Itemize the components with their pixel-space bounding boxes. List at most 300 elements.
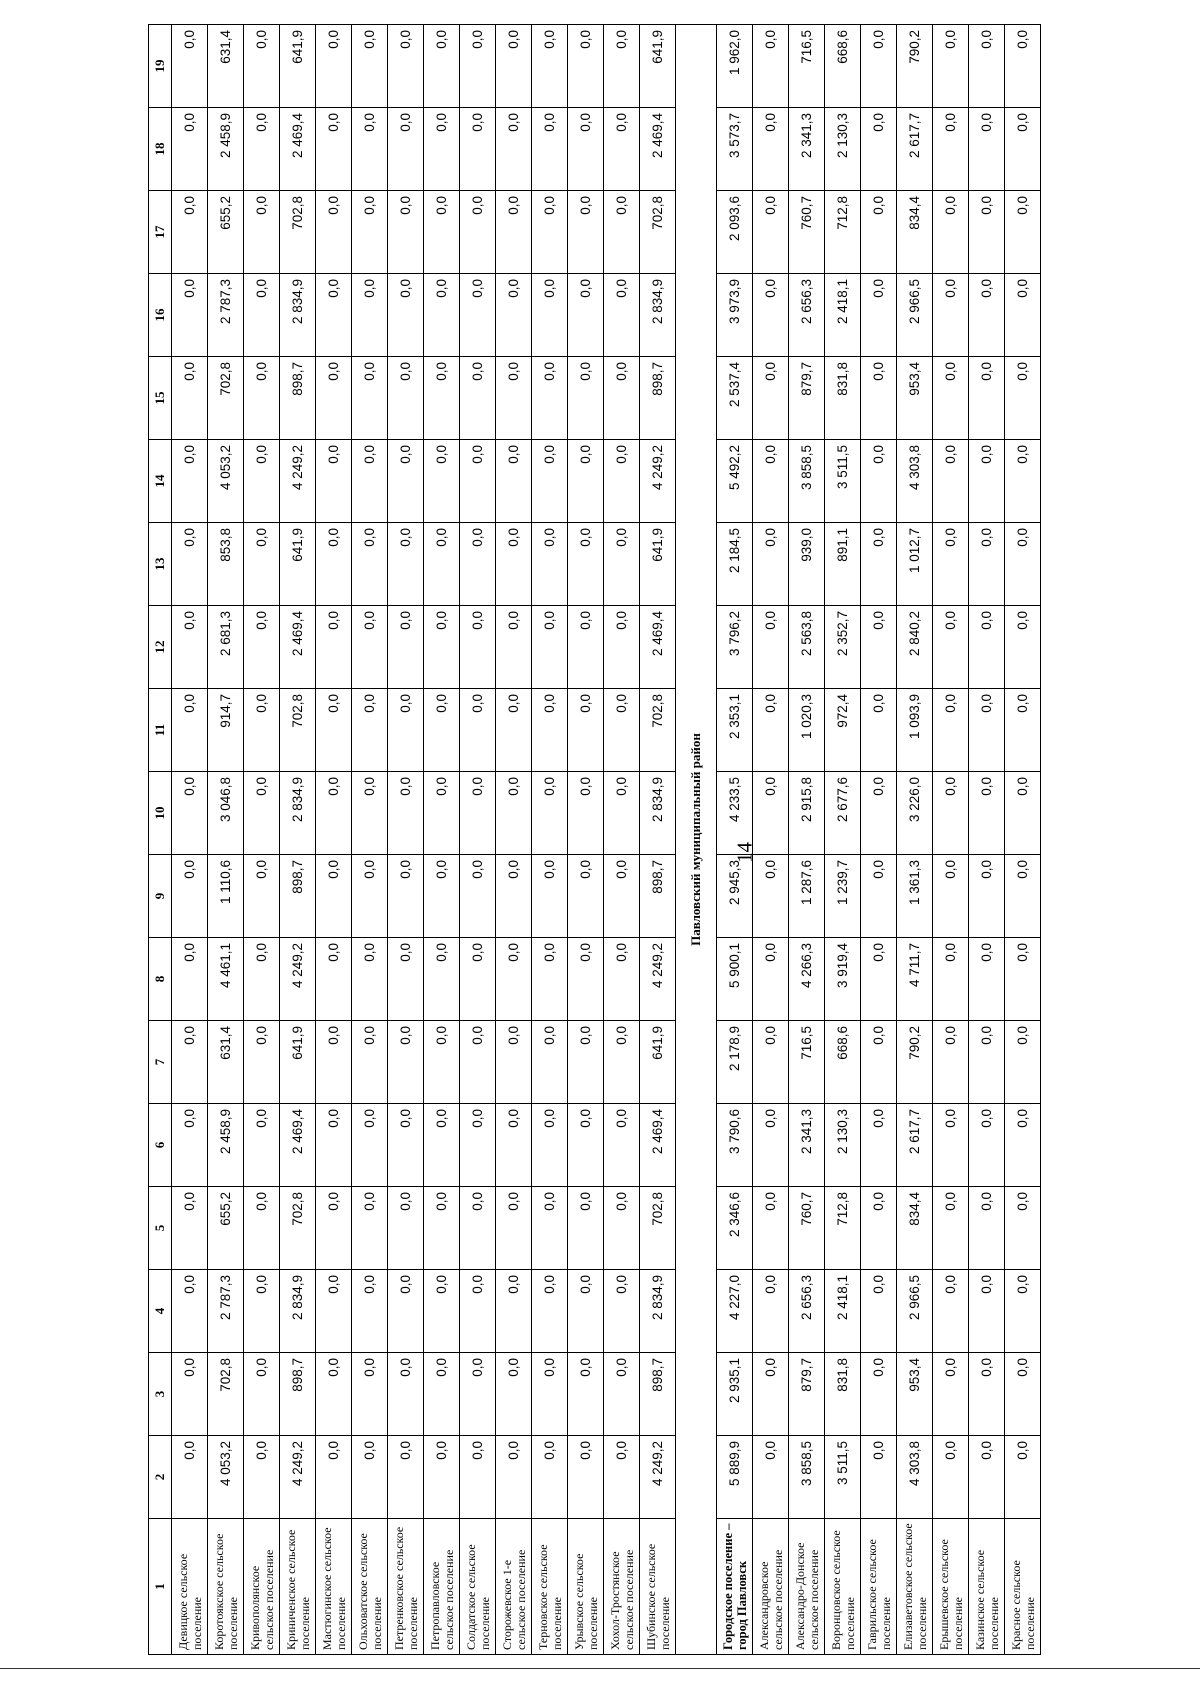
table-cell: 0,0 <box>424 25 460 108</box>
table-cell: 3 573,7 <box>717 108 753 191</box>
table-cell: 0,0 <box>172 274 208 357</box>
table-cell: 3 858,5 <box>789 440 825 523</box>
table-cell: 4 266,3 <box>789 938 825 1021</box>
column-header: 19 <box>149 25 172 108</box>
settlement-name: Петропавловское сельское поселение <box>424 1519 460 1655</box>
table-cell: 0,0 <box>496 440 532 523</box>
table-cell: 0,0 <box>244 108 280 191</box>
table-cell: 641,9 <box>640 523 676 606</box>
column-header: 18 <box>149 108 172 191</box>
table-cell: 0,0 <box>933 274 969 357</box>
table-cell: 0,0 <box>568 1187 604 1270</box>
table-cell: 0,0 <box>172 855 208 938</box>
table-cell: 0,0 <box>969 191 1005 274</box>
table-cell: 760,7 <box>789 1187 825 1270</box>
table-cell: 0,0 <box>460 772 496 855</box>
table-cell: 2 469,4 <box>280 1104 316 1187</box>
table-cell: 0,0 <box>532 1187 568 1270</box>
table-cell: 1 287,6 <box>789 855 825 938</box>
table-cell: 2 341,3 <box>789 108 825 191</box>
table-cell: 0,0 <box>496 1270 532 1353</box>
table-cell: 0,0 <box>172 440 208 523</box>
table-cell: 0,0 <box>244 1353 280 1436</box>
table-cell: 0,0 <box>568 25 604 108</box>
table-cell: 655,2 <box>208 191 244 274</box>
column-header: 15 <box>149 357 172 440</box>
table-cell: 0,0 <box>424 1187 460 1270</box>
table-cell: 0,0 <box>460 274 496 357</box>
table-cell: 0,0 <box>496 606 532 689</box>
table-cell: 3 796,2 <box>717 606 753 689</box>
table-cell: 0,0 <box>352 25 388 108</box>
table-cell: 702,8 <box>280 191 316 274</box>
rotated-table-container <box>148 25 1198 1655</box>
table-cell: 3 919,4 <box>825 938 861 1021</box>
table-cell: 0,0 <box>172 523 208 606</box>
settlement-name: Ольховатское сельское поселение <box>352 1519 388 1655</box>
settlement-name: Александро-Донское сельское поселение <box>789 1519 825 1655</box>
table-cell: 0,0 <box>424 938 460 1021</box>
table-cell: 0,0 <box>496 1436 532 1519</box>
table-cell: 0,0 <box>244 689 280 772</box>
table-cell: 0,0 <box>753 772 789 855</box>
table-cell: 0,0 <box>1005 1104 1041 1187</box>
table-cell: 0,0 <box>316 1104 352 1187</box>
table-cell: 5 889,9 <box>717 1436 753 1519</box>
table-cell: 0,0 <box>532 1436 568 1519</box>
table-cell: 0,0 <box>496 772 532 855</box>
table-cell: 0,0 <box>568 1021 604 1104</box>
table-cell: 0,0 <box>604 855 640 938</box>
column-header: 13 <box>149 523 172 606</box>
table-cell: 0,0 <box>861 1436 897 1519</box>
table-cell: 0,0 <box>933 1436 969 1519</box>
column-header: 2 <box>149 1436 172 1519</box>
table-cell: 0,0 <box>532 1021 568 1104</box>
table-cell: 898,7 <box>280 1353 316 1436</box>
table-cell: 2 353,1 <box>717 689 753 772</box>
table-cell: 0,0 <box>496 938 532 1021</box>
table-cell: 2 834,9 <box>280 274 316 357</box>
table-row <box>460 25 496 1655</box>
table-cell: 2 130,3 <box>825 108 861 191</box>
table-cell: 939,0 <box>789 523 825 606</box>
column-header: 3 <box>149 1353 172 1436</box>
table-cell: 0,0 <box>496 689 532 772</box>
table-cell: 641,9 <box>280 523 316 606</box>
settlement-name: Елизаветовское сельское поселение <box>897 1519 933 1655</box>
table-cell: 2 935,1 <box>717 1353 753 1436</box>
table-row <box>244 25 280 1655</box>
table-cell: 0,0 <box>861 1270 897 1353</box>
table-cell: 5 900,1 <box>717 938 753 1021</box>
table-cell: 0,0 <box>424 357 460 440</box>
table-cell: 0,0 <box>532 855 568 938</box>
table-cell: 0,0 <box>969 274 1005 357</box>
table-cell: 0,0 <box>388 523 424 606</box>
table-cell: 0,0 <box>244 523 280 606</box>
table-cell: 0,0 <box>532 1353 568 1436</box>
table-cell: 0,0 <box>604 772 640 855</box>
table-cell: 0,0 <box>352 440 388 523</box>
table-cell: 0,0 <box>604 938 640 1021</box>
table-cell: 0,0 <box>424 772 460 855</box>
table-cell: 0,0 <box>172 606 208 689</box>
table-cell: 0,0 <box>969 440 1005 523</box>
table-cell: 0,0 <box>568 855 604 938</box>
table-cell: 668,6 <box>825 1021 861 1104</box>
table-cell: 702,8 <box>640 689 676 772</box>
table-cell: 0,0 <box>172 1187 208 1270</box>
table-cell: 0,0 <box>244 606 280 689</box>
table-cell: 0,0 <box>352 357 388 440</box>
table-cell: 0,0 <box>532 772 568 855</box>
table-cell: 4 249,2 <box>640 440 676 523</box>
table-cell: 0,0 <box>316 1436 352 1519</box>
table-cell: 0,0 <box>753 1436 789 1519</box>
table-cell: 0,0 <box>388 108 424 191</box>
table-cell: 0,0 <box>352 689 388 772</box>
settlement-name: Городское поселение – город Павловск <box>717 1519 753 1655</box>
table-cell: 1 012,7 <box>897 523 933 606</box>
table-cell: 760,7 <box>789 191 825 274</box>
table-cell: 0,0 <box>172 1270 208 1353</box>
table-row <box>424 25 460 1655</box>
table-cell: 2 418,1 <box>825 1270 861 1353</box>
table-cell: 0,0 <box>244 1021 280 1104</box>
data-table <box>148 24 1041 1655</box>
table-cell: 2 945,3 <box>717 855 753 938</box>
table-cell: 4 053,2 <box>208 1436 244 1519</box>
table-cell: 0,0 <box>352 1104 388 1187</box>
table-cell: 2 677,6 <box>825 772 861 855</box>
table-cell: 0,0 <box>496 1021 532 1104</box>
table-cell: 2 617,7 <box>897 108 933 191</box>
settlement-name: Солдатское сельское поселение <box>460 1519 496 1655</box>
table-cell: 0,0 <box>753 1353 789 1436</box>
table-cell: 0,0 <box>316 938 352 1021</box>
table-cell: 0,0 <box>424 440 460 523</box>
table-cell: 0,0 <box>316 108 352 191</box>
table-cell: 0,0 <box>1005 1270 1041 1353</box>
table-cell: 2 787,3 <box>208 274 244 357</box>
table-cell: 4 249,2 <box>280 938 316 1021</box>
table-cell: 0,0 <box>496 1104 532 1187</box>
table-cell: 3 226,0 <box>897 772 933 855</box>
table-cell: 0,0 <box>352 274 388 357</box>
table-cell: 2 563,8 <box>789 606 825 689</box>
table-cell: 0,0 <box>352 855 388 938</box>
table-row <box>753 25 789 1655</box>
table-cell: 0,0 <box>933 1270 969 1353</box>
table-cell: 0,0 <box>1005 274 1041 357</box>
table-cell: 0,0 <box>861 938 897 1021</box>
settlement-name: Мастюгинское сельское поселение <box>316 1519 352 1655</box>
table-cell: 0,0 <box>316 357 352 440</box>
table-row <box>825 25 861 1655</box>
table-cell: 1 020,3 <box>789 689 825 772</box>
settlement-name: Гаврильское сельское поселение <box>861 1519 897 1655</box>
table-cell: 0,0 <box>753 689 789 772</box>
table-cell: 0,0 <box>568 1436 604 1519</box>
settlement-name: Терновское сельское поселение <box>532 1519 568 1655</box>
table-cell: 2 346,6 <box>717 1187 753 1270</box>
table-cell: 0,0 <box>568 1104 604 1187</box>
table-cell: 2 834,9 <box>640 772 676 855</box>
table-cell: 0,0 <box>753 1187 789 1270</box>
table-cell: 0,0 <box>316 1353 352 1436</box>
table-cell: 0,0 <box>172 1104 208 1187</box>
table-cell: 0,0 <box>244 1270 280 1353</box>
table-cell: 0,0 <box>388 772 424 855</box>
table-row <box>933 25 969 1655</box>
table-cell: 0,0 <box>1005 1187 1041 1270</box>
table-cell: 0,0 <box>424 1353 460 1436</box>
table-cell: 3 973,9 <box>717 274 753 357</box>
table-cell: 0,0 <box>1005 191 1041 274</box>
table-cell: 0,0 <box>1005 1353 1041 1436</box>
table-cell: 3 511,5 <box>825 1436 861 1519</box>
table-cell: 2 184,5 <box>717 523 753 606</box>
table-cell: 0,0 <box>568 523 604 606</box>
table-cell: 641,9 <box>280 1021 316 1104</box>
table-cell: 0,0 <box>532 25 568 108</box>
table-cell: 0,0 <box>933 191 969 274</box>
table-cell: 0,0 <box>933 1353 969 1436</box>
table-cell: 0,0 <box>316 25 352 108</box>
table-cell: 0,0 <box>316 1021 352 1104</box>
table-cell: 0,0 <box>424 1104 460 1187</box>
table-cell: 3 511,5 <box>825 440 861 523</box>
table-cell: 0,0 <box>172 1021 208 1104</box>
table-cell: 0,0 <box>352 523 388 606</box>
table-cell: 0,0 <box>496 108 532 191</box>
table-cell: 0,0 <box>352 1353 388 1436</box>
table-cell: 0,0 <box>753 440 789 523</box>
table-cell: 0,0 <box>604 689 640 772</box>
table-cell: 0,0 <box>753 274 789 357</box>
settlement-name: Девицкое сельское поселение <box>172 1519 208 1655</box>
table-cell: 0,0 <box>388 191 424 274</box>
table-cell: 0,0 <box>604 1270 640 1353</box>
table-row <box>604 25 640 1655</box>
column-header: 11 <box>149 689 172 772</box>
table-cell: 2 966,5 <box>897 274 933 357</box>
table-cell: 0,0 <box>568 1270 604 1353</box>
table-cell: 0,0 <box>532 523 568 606</box>
table-cell: 853,8 <box>208 523 244 606</box>
table-cell: 0,0 <box>861 689 897 772</box>
table-cell: 0,0 <box>352 1021 388 1104</box>
table-cell: 631,4 <box>208 25 244 108</box>
table-cell: 0,0 <box>753 25 789 108</box>
table-cell: 2 093,6 <box>717 191 753 274</box>
table-cell: 0,0 <box>1005 25 1041 108</box>
table-cell: 2 681,3 <box>208 606 244 689</box>
table-cell: 0,0 <box>1005 772 1041 855</box>
table-row <box>496 25 532 1655</box>
settlement-name: Коротоякское сельское поселение <box>208 1519 244 1655</box>
table-cell: 641,9 <box>640 25 676 108</box>
table-cell: 0,0 <box>424 191 460 274</box>
table-cell: 0,0 <box>388 1187 424 1270</box>
section-title: Павловский муниципальный район <box>676 25 717 1655</box>
settlement-name: Казинское сельское поселение <box>969 1519 1005 1655</box>
table-cell: 0,0 <box>532 191 568 274</box>
table-cell: 0,0 <box>933 523 969 606</box>
table-cell: 0,0 <box>753 606 789 689</box>
table-cell: 0,0 <box>424 1021 460 1104</box>
table-cell: 0,0 <box>969 606 1005 689</box>
table-cell: 0,0 <box>861 855 897 938</box>
table-cell: 0,0 <box>316 440 352 523</box>
table-cell: 2 469,4 <box>280 108 316 191</box>
table-row <box>861 25 897 1655</box>
table-cell: 0,0 <box>172 191 208 274</box>
table-cell: 0,0 <box>753 1270 789 1353</box>
table-cell: 2 656,3 <box>789 274 825 357</box>
table-cell: 0,0 <box>172 938 208 1021</box>
table-cell: 834,4 <box>897 1187 933 1270</box>
table-cell: 631,4 <box>208 1021 244 1104</box>
column-header: 14 <box>149 440 172 523</box>
table-cell: 0,0 <box>861 274 897 357</box>
table-cell: 0,0 <box>753 1104 789 1187</box>
table-cell: 0,0 <box>568 938 604 1021</box>
table-cell: 0,0 <box>604 25 640 108</box>
table-cell: 0,0 <box>172 25 208 108</box>
table-cell: 0,0 <box>933 1021 969 1104</box>
table-cell: 0,0 <box>861 108 897 191</box>
table-cell: 0,0 <box>460 1021 496 1104</box>
column-header: 6 <box>149 1104 172 1187</box>
table-cell: 0,0 <box>969 1353 1005 1436</box>
table-cell: 0,0 <box>172 772 208 855</box>
table-cell: 0,0 <box>460 1353 496 1436</box>
table-cell: 702,8 <box>208 1353 244 1436</box>
table-cell: 641,9 <box>640 1021 676 1104</box>
table-cell: 0,0 <box>388 1021 424 1104</box>
table-cell: 0,0 <box>933 440 969 523</box>
table-cell: 879,7 <box>789 357 825 440</box>
table-cell: 0,0 <box>604 1187 640 1270</box>
table-cell: 0,0 <box>1005 855 1041 938</box>
section-row <box>676 25 717 1655</box>
table-cell: 0,0 <box>753 938 789 1021</box>
table-cell: 790,2 <box>897 1021 933 1104</box>
column-header: 10 <box>149 772 172 855</box>
table-cell: 0,0 <box>388 274 424 357</box>
table-cell: 0,0 <box>861 25 897 108</box>
table-cell: 0,0 <box>969 108 1005 191</box>
table-cell: 953,4 <box>897 357 933 440</box>
table-cell: 0,0 <box>460 855 496 938</box>
table-cell: 0,0 <box>604 108 640 191</box>
table-cell: 0,0 <box>316 606 352 689</box>
table-cell: 0,0 <box>424 523 460 606</box>
table-cell: 0,0 <box>460 191 496 274</box>
table-cell: 0,0 <box>604 606 640 689</box>
table-cell: 3 790,6 <box>717 1104 753 1187</box>
table-cell: 0,0 <box>244 1436 280 1519</box>
column-header: 9 <box>149 855 172 938</box>
table-row <box>388 25 424 1655</box>
table-cell: 0,0 <box>460 523 496 606</box>
table-cell: 0,0 <box>969 1021 1005 1104</box>
settlement-name: Шубинское сельское поселение <box>640 1519 676 1655</box>
table-row <box>640 25 676 1655</box>
table-cell: 2 469,4 <box>640 108 676 191</box>
table-cell: 898,7 <box>280 357 316 440</box>
table-cell: 834,4 <box>897 191 933 274</box>
table-cell: 0,0 <box>604 1021 640 1104</box>
table-cell: 0,0 <box>568 274 604 357</box>
table-cell: 0,0 <box>244 772 280 855</box>
table-cell: 2 656,3 <box>789 1270 825 1353</box>
table-cell: 0,0 <box>388 1436 424 1519</box>
table-cell: 0,0 <box>532 108 568 191</box>
table-cell: 712,8 <box>825 191 861 274</box>
table-cell: 0,0 <box>1005 523 1041 606</box>
table-cell: 0,0 <box>532 938 568 1021</box>
table-cell: 879,7 <box>789 1353 825 1436</box>
table-cell: 0,0 <box>424 108 460 191</box>
table-cell: 0,0 <box>532 274 568 357</box>
table-cell: 0,0 <box>969 523 1005 606</box>
table-cell: 2 834,9 <box>280 772 316 855</box>
table-cell: 0,0 <box>496 274 532 357</box>
table-row <box>897 25 933 1655</box>
table-cell: 712,8 <box>825 1187 861 1270</box>
settlement-name: Криниченское сельское поселение <box>280 1519 316 1655</box>
table-cell: 1 962,0 <box>717 25 753 108</box>
table-cell: 702,8 <box>280 689 316 772</box>
table-cell: 2 834,9 <box>640 274 676 357</box>
table-cell: 0,0 <box>172 357 208 440</box>
table-row <box>316 25 352 1655</box>
table-cell: 4 249,2 <box>280 440 316 523</box>
table-cell: 0,0 <box>460 1104 496 1187</box>
table-cell: 0,0 <box>969 1187 1005 1270</box>
table-cell: 972,4 <box>825 689 861 772</box>
table-cell: 0,0 <box>388 606 424 689</box>
table-cell: 0,0 <box>352 938 388 1021</box>
table-cell: 0,0 <box>244 938 280 1021</box>
table-cell: 3 858,5 <box>789 1436 825 1519</box>
table-cell: 4 249,2 <box>280 1436 316 1519</box>
table-cell: 0,0 <box>861 523 897 606</box>
table-cell: 0,0 <box>969 25 1005 108</box>
table-cell: 0,0 <box>352 1270 388 1353</box>
table-cell: 0,0 <box>532 440 568 523</box>
table-cell: 0,0 <box>460 606 496 689</box>
table-cell: 2 617,7 <box>897 1104 933 1187</box>
settlement-name: Кривополянское сельское поселение <box>244 1519 280 1655</box>
table-cell: 702,8 <box>640 191 676 274</box>
table-cell: 0,0 <box>753 108 789 191</box>
table-cell: 0,0 <box>933 108 969 191</box>
table-cell: 0,0 <box>568 440 604 523</box>
table-cell: 2 537,4 <box>717 357 753 440</box>
settlement-name: Урывское сельское поселение <box>568 1519 604 1655</box>
table-cell: 0,0 <box>1005 440 1041 523</box>
table-cell: 0,0 <box>388 689 424 772</box>
table-cell: 0,0 <box>316 855 352 938</box>
table-cell: 0,0 <box>969 855 1005 938</box>
table-cell: 4 303,8 <box>897 1436 933 1519</box>
settlement-name: Александровское сельское поселение <box>753 1519 789 1655</box>
table-cell: 0,0 <box>244 191 280 274</box>
